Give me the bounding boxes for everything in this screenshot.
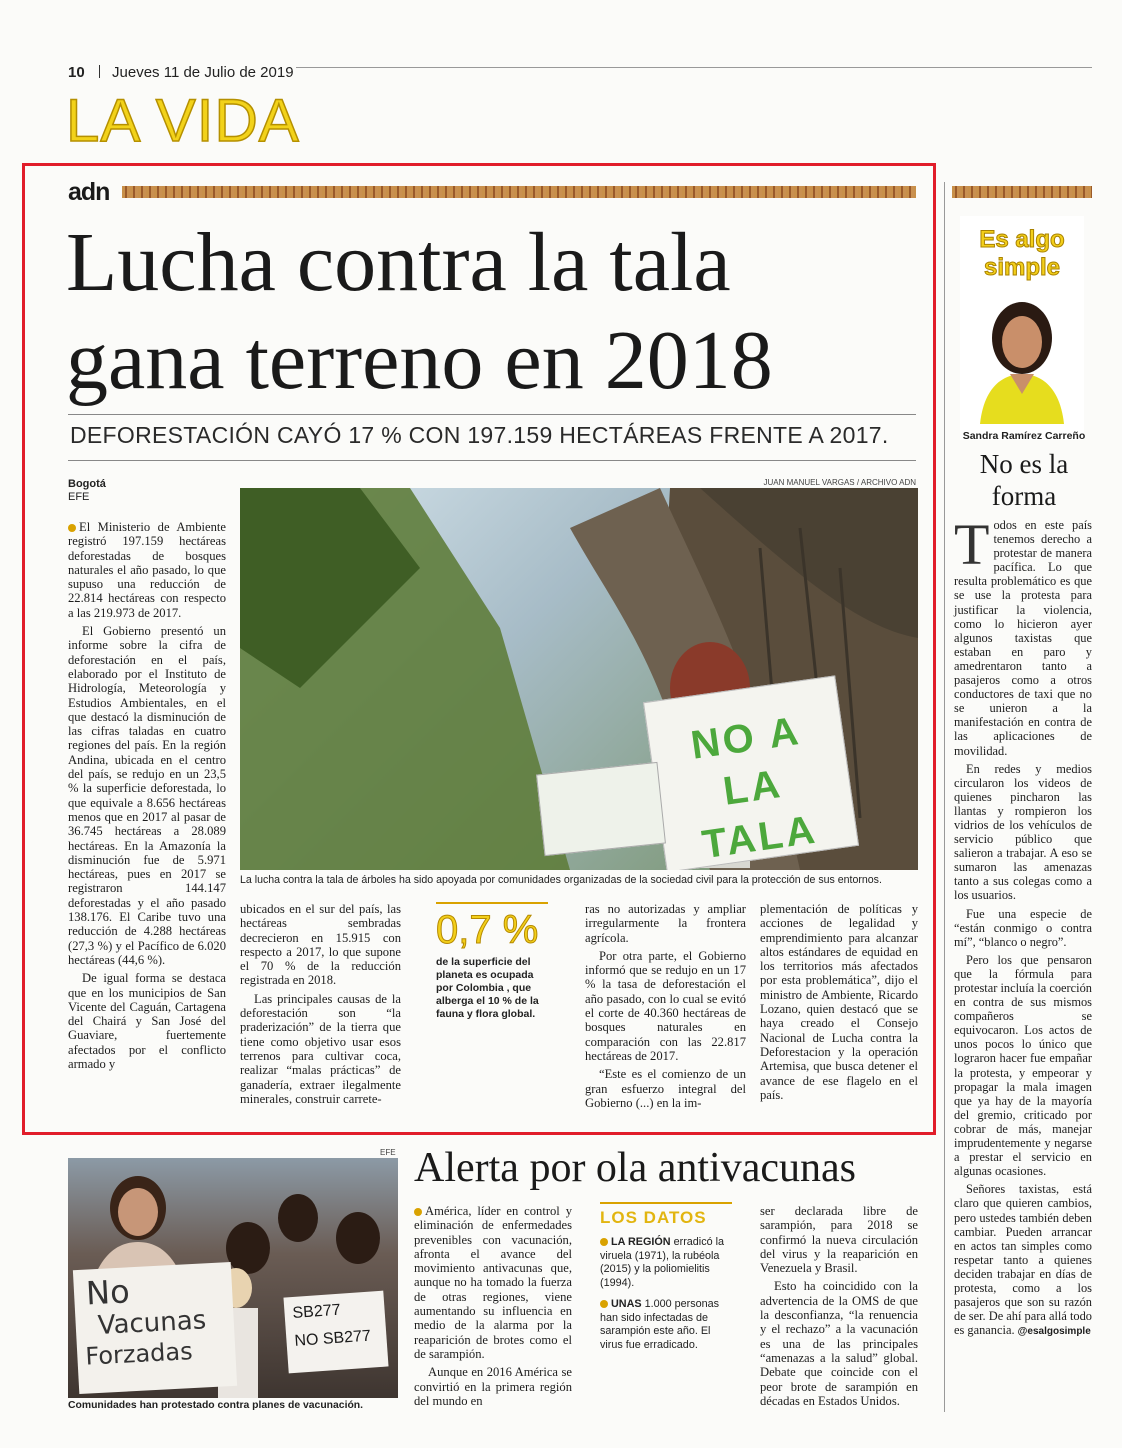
sign-1-line-3: Forzadas	[84, 1337, 194, 1371]
opinion-title	[960, 216, 1084, 282]
headline-line-2: gana terreno en 2018	[66, 314, 773, 407]
opinion-stripe	[952, 186, 1092, 198]
datos-box	[600, 1202, 732, 1352]
photo-credit: JUAN MANUEL VARGAS / ARCHIVO ADN	[763, 478, 916, 487]
article-paragraph: “Este es el comienzo de un gran esfuerzo integral del Gobierno (...) en la im-	[585, 1067, 746, 1110]
datos-text: erradicó la viruela (1971), la rubéola (2015) y la poliomielitis (1994).	[600, 1236, 725, 1289]
header-stripe	[122, 186, 916, 198]
page-number: 10	[68, 64, 85, 81]
article-paragraph: Esto ha coincidido con la advertencia de la OMS de que la desconfianza, “la renuencia y el rechazo” a la vacunación es una de las principales “amenazas a la salud” global. Debate que coincide con el peor brote de sarampión en décadas en Estados Unidos.	[760, 1279, 918, 1408]
opinion-title-line-1: Es algo	[979, 226, 1065, 253]
article-paragraph: ras no autorizadas y ampliar irregularmente la frontera agrícola.	[585, 902, 746, 945]
article-paragraph: El Ministerio de Ambiente registró 197.159 hectáreas deforestadas de bosques naturales el año pasado, lo que supuso una reducción de 22.814 hectáreas con respecto a las 219.973 de 2017.	[68, 520, 226, 620]
article-paragraph: Aunque en 2016 América se convirtió en la primera región del mundo en	[414, 1365, 572, 1408]
subhead-rule-bottom	[68, 460, 916, 461]
article-paragraph: América, líder en control y eliminación de enfermedades prevenibles con vacunación, afronta el avance del movimiento antivacunas que, aunque no ha tomado la fuerza de otras regiones, viene aumentando su influencia en medio de la alarma por la reaparición de brotes como el de sarampión.	[414, 1204, 572, 1361]
opinion-author: Sandra Ramírez Carreño	[962, 430, 1086, 442]
second-photo	[68, 1158, 398, 1398]
photo-sign-text: NO A LA TALA	[688, 708, 821, 868]
datos-title: LOS DATOS	[600, 1208, 707, 1227]
opinion-divider	[944, 182, 945, 1412]
protest-sign-2	[283, 1291, 388, 1374]
page-date: Jueves 11 de Julio de 2019	[112, 64, 294, 81]
sign-2-line-1: SB277	[292, 1301, 342, 1322]
protest-sign-1	[73, 1262, 237, 1394]
opinion-paragraph: Fue una especie de “están conmigo o contra mí”, “blanco o negro”.	[954, 906, 1092, 949]
opinion-title-box	[960, 216, 1084, 440]
drop-cap: T	[954, 512, 990, 577]
datos-label: LA REGIÓN	[611, 1236, 671, 1248]
article-paragraph: El Gobierno presentó un informe sobre la cifra de deforestación en el país, elaborado por el Instituto de Hidrología, Meteorología y Estudios Ambientales, en el que destacó la disminución de las cifras taladas en cuatro regiones del país. En la región Andina, ubicada en el centro del país, se redujo en un 23,5 % la superficie deforestada, lo que equivale a 8.656 hectáreas menos que en 2017 al pasar de 36.745 hectáreas a 28.089 hectáreas. En la Amazonía la disminución fue de 5.971 hectáreas, pues en 2017 se registraron 144.147 deforestadas y el año pasado 138.176. El Caribe tuvo una reducción de 4.288 hectáreas (27,3 %) y el Pacífico de 6.020 hectáreas (44,6 %).	[68, 624, 226, 967]
article-column-5	[760, 902, 918, 1106]
photo-caption: La lucha contra la tala de árboles ha sido apoyada por comunidades organizadas de la sociedad civil para la protección de sus entornos.	[240, 874, 882, 886]
second-headline: Alerta por ola antivacunas	[414, 1145, 856, 1191]
article-paragraph: ser declarada libre de sarampión, para 2018 se confirmó la nueva circulación del virus y la reaparición en Venezuela y Brasil.	[760, 1204, 918, 1276]
photo-sign	[643, 675, 859, 870]
dateline	[68, 478, 106, 504]
datos-label: UNAS	[611, 1298, 642, 1310]
article-paragraph: Las principales causas de la deforestación son “la praderización” de la tierra que tiene como objetivo usar esos terrenos para cultivar coca, realizar “malas prácticas” de ganadería, extraer ilegalmente minerales, construir carrete-	[240, 991, 401, 1106]
sign-2-line-2: NO SB277	[293, 1327, 372, 1350]
opinion-title-line-2: simple	[983, 254, 1061, 281]
article-column-4	[585, 902, 746, 1114]
opinion-paragraph: odos en este país tenemos derecho a protestar de manera pacífica. Lo que resulta problemático es que se use la protesta para justificar la violencia, como lo hicieron ayer algunos taxistas que estaban en paro y amedrentaron tanto a pasajeros como a otros conductores de taxi que no se unieron a la manifestación en contra de las aplicaciones de movilidad.	[954, 518, 1092, 758]
article-column-1	[68, 520, 226, 1075]
avatar	[960, 290, 1084, 424]
fact-text: de la superficie del planeta es ocupada por Colombia , que alberga el 10 % de la fauna y flora global.	[436, 956, 539, 1020]
subheadline: DEFORESTACIÓN CAYÓ 17 % CON 197.159 HECTÁREAS FRENTE A 2017.	[70, 422, 889, 448]
article-column-2	[240, 902, 401, 1110]
subhead-rule	[68, 414, 916, 415]
fact-box	[436, 902, 548, 1021]
author-photo	[960, 290, 1084, 424]
headline-line-1: Lucha contra la tala	[66, 216, 731, 309]
article-paragraph: plementación de políticas y acciones de legalidad y emprendimiento para alcanzar altos estándares de equidad en los territorios más afectados por esta problemática”, dijo el ministro de Ambiente, Ricardo Lozano, quien destacó que se haya creado el Consejo Nacional de Lucha contra la Deforestacion y la operación Artemisa, que busca detener el avance de ese flagelo en el país.	[760, 902, 918, 1102]
datos-item-2	[600, 1298, 732, 1352]
opinion-headline: No es la forma	[979, 449, 1069, 511]
main-photo	[240, 488, 918, 870]
co2-sign	[536, 762, 666, 856]
second-column-3	[760, 1204, 918, 1412]
opinion-paragraph: En redes y medios circularon los videos de quienes pincharon las llantas y rompieron los vidrios de los vehículos de servicio público que salieron a trabajar. A eso se sumaron las amenazas tanto a sus colegas como a los usuarios.	[954, 761, 1092, 903]
header-rule	[296, 67, 1092, 68]
datos-item-1	[600, 1236, 732, 1290]
sign-1-line-1: No	[85, 1272, 131, 1313]
second-photo-credit: EFE	[380, 1148, 396, 1157]
opinion-paragraph: Pero los que pensaron que la fórmula para protestar incluía la coerción en contra de sus mismos compañeros se equivocaron. Los actos de unos pocos lo único que lograron hacer fue empañar la protesta, y empeorar y propagar la mala imagen que ya hay de la mayoría del gremio, criticado por cobrar de más, manejar imprudentemente y negarse a prestar el servicio en algunas ocasiones.	[954, 952, 1092, 1179]
adn-logo: adn	[68, 178, 110, 206]
second-column-1	[414, 1204, 572, 1412]
datos-text: 1.000 personas han sido infectadas de sarampión este año. El virus fue erradicado.	[600, 1298, 720, 1351]
dateline-location: Bogotá	[68, 478, 106, 490]
main-headline	[66, 214, 926, 410]
bullet-icon	[600, 1300, 608, 1308]
bullet-icon	[68, 524, 76, 532]
article-paragraph: ubicados en el sur del país, las hectáreas sembradas decrecieron en 15.915 con respecto a 2017, lo que supone el 70 % de la reducción registrada en 2018.	[240, 902, 401, 988]
article-paragraph: Por otra parte, el Gobierno informó que se redujo en un 17 % la tasa de deforestación el año pasado, con lo cual se evitó el corte de 40.360 hectáreas de bosques naturales en comparación con las 22.817 hectáreas de 2017.	[585, 948, 746, 1063]
article-paragraph: De igual forma se destaca que en los municipios de San Vicente del Caguán, Cartagena del Chairá y San José del Guaviare, fuertemente afectados por el conflicto armado y	[68, 971, 226, 1071]
opinion-body	[954, 512, 1092, 1343]
sign-1-line-2: Vacunas	[97, 1305, 207, 1341]
section-title: LA VIDA	[66, 87, 300, 154]
second-photo-caption: Comunidades han protestado contra planes de vacunación.	[68, 1400, 364, 1411]
dateline-agency: EFE	[68, 491, 90, 503]
fact-number: 0,7 %	[436, 908, 539, 952]
bullet-icon	[600, 1238, 608, 1246]
opinion-handle: @esalgosimple	[1017, 1326, 1091, 1338]
bullet-icon	[414, 1208, 422, 1216]
opinion-paragraph: Señores taxistas, está claro que quieren cambios, pero ustedes también deben cambiar. Pueden arrancar en actos tan simples como respetar tanto a quienes deciden trabajar en días de protesta, como a los pasajeros que son su razón de ser. De ahí para allá todo es ganancia.	[954, 1182, 1092, 1338]
